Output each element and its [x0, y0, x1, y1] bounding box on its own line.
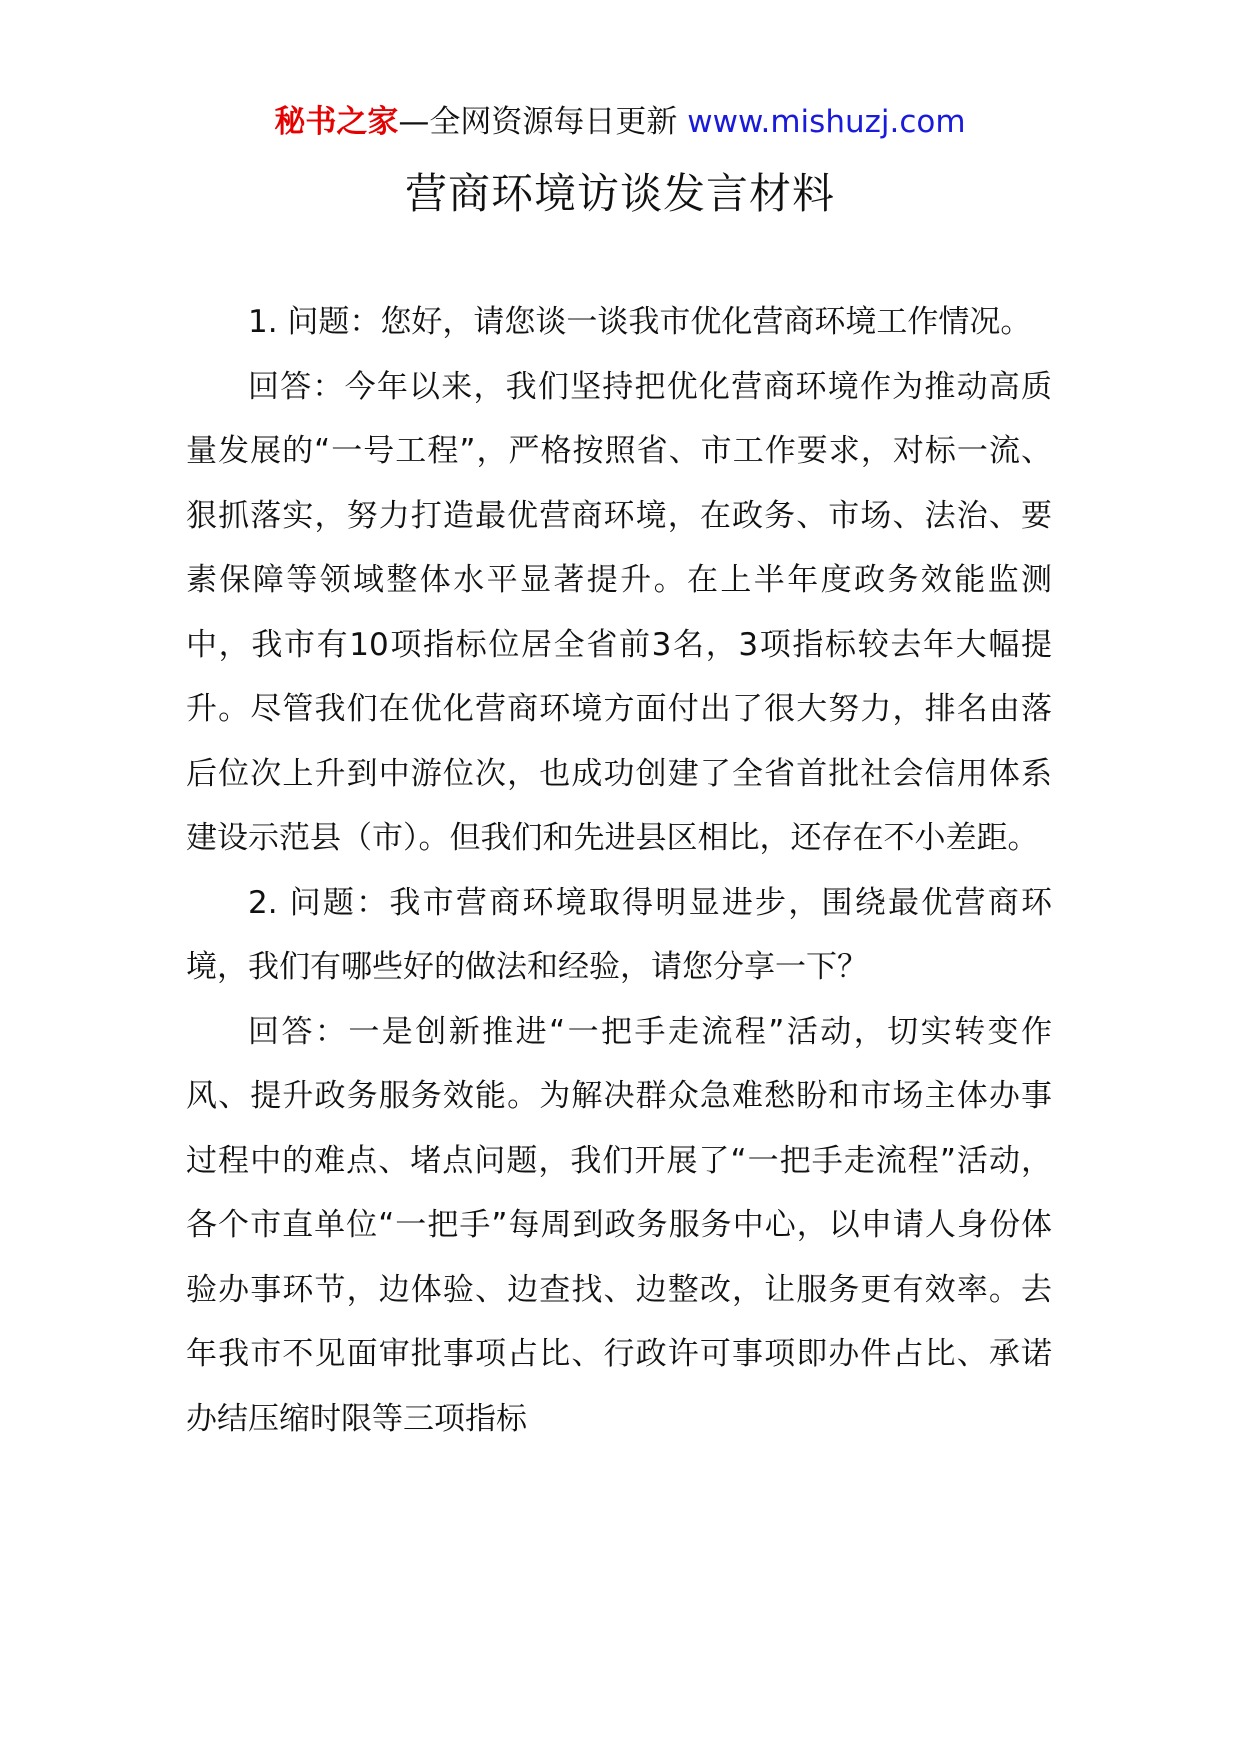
answer-paragraph: 回答：今年以来，我们坚持把优化营商环境作为推动高质量发展的“一号工程”，严格按照省、市工作要求，对标一流、狠抓落实，努力打造最优营商环境，在政务、市场、法治、要素保障等领域整体水平显著提升。在上半年度政务效能监测中，我市有10项指标位居全省前3名，3项指标较去年大幅提升。尽管我们在优化营商环境方面付出了很大努力，排名由落后位次上升到中游位次，也成功创建了全省首批社会信用体系建设示范县（市）。但我们和先进县区相比，还存在不小差距。 [186, 368, 1052, 856]
question-paragraph: 2. 问题：我市营商环境取得明显进步，围绕最优营商环境，我们有哪些好的做法和经验，请您分享一下？ [186, 884, 1052, 985]
site-header [0, 100, 1240, 144]
site-slogan: —全网资源每日更新 [398, 104, 678, 140]
answer-paragraph: 回答：一是创新推进“一把手走流程”活动，切实转变作风、提升政务服务效能。为解决群众急难愁盼和市场主体办事过程中的难点、堵点问题，我们开展了“一把手走流程”活动，各个市直单位“一把手”每周到政务服务中心，以申请人身份体验办事环节，边体验、边查找、边整改，让服务更有效率。去年我市不见面审批事项占比、行政许可事项即办件占比、承诺办结压缩时限等三项指标 [186, 1013, 1052, 1437]
document-title: 营商环境访谈发言材料 [404, 169, 835, 218]
document-body [186, 290, 1052, 1451]
site-brand: 秘书之家 [274, 104, 399, 140]
site-url-link[interactable]: www.mishuzj.com [687, 104, 966, 140]
question-paragraph: 1. 问题：您好，请您谈一谈我市优化营商环境工作情况。 [248, 304, 1032, 340]
